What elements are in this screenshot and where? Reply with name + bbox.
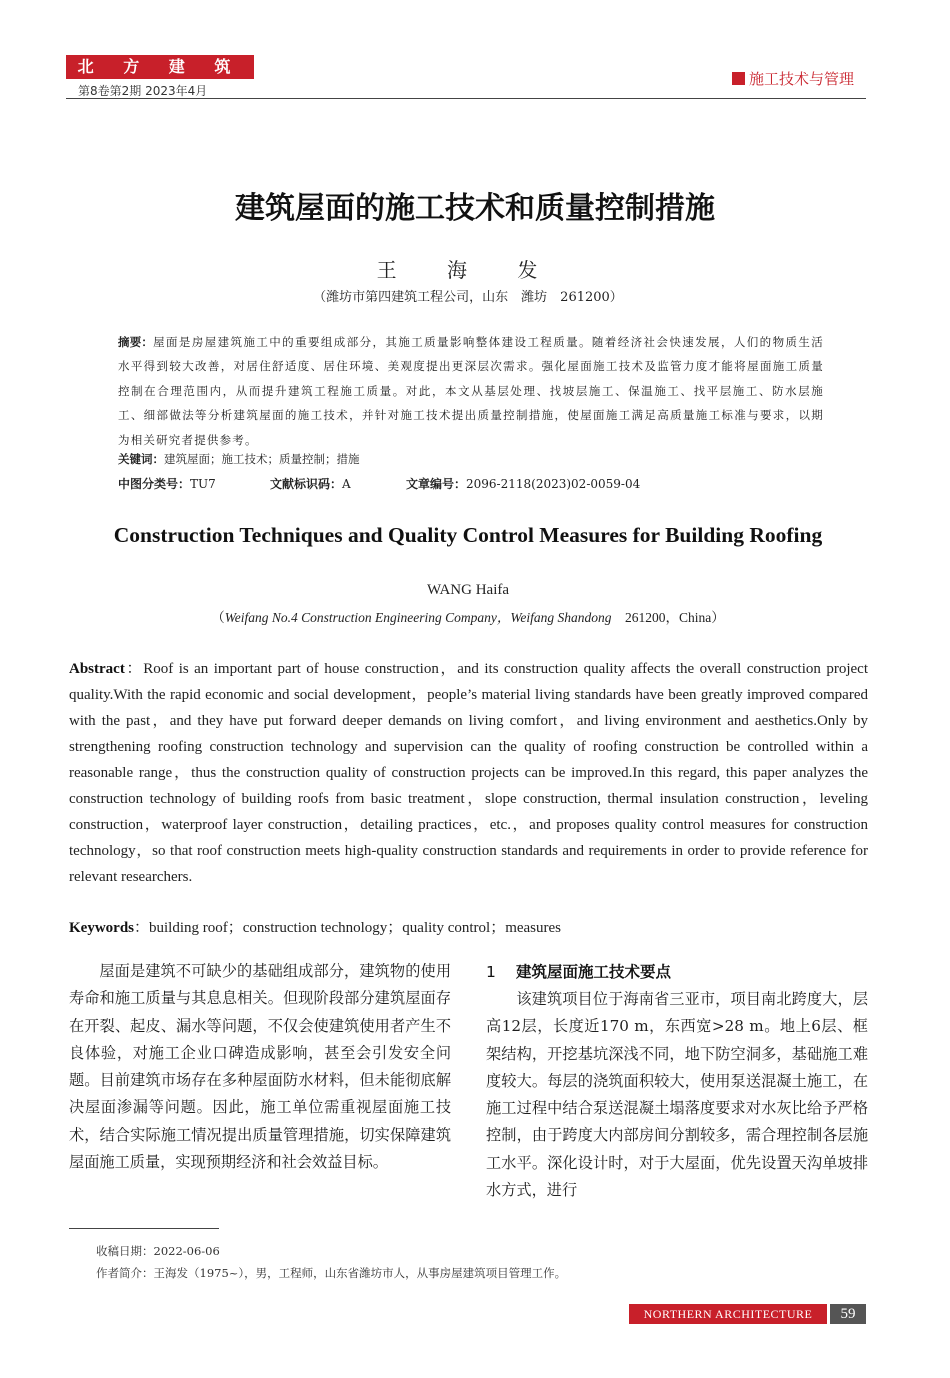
footnote-divider: [69, 1228, 219, 1229]
doc-code: [270, 475, 351, 492]
article-title-en: Construction Techniques and Quality Control Measures for Building Roofing: [113, 523, 823, 547]
article-title-cn: 建筑屋面的施工技术和质量控制措施: [235, 191, 715, 226]
journal-name-badge: 北 方 建 筑: [66, 55, 254, 79]
abstract-en: [69, 656, 868, 890]
affiliation-en: [0, 606, 936, 626]
abstract-cn-text: 屋面是房屋建筑施工中的重要组成部分，其施工质量影响整体建设工程质量。随着经济社会快速发展，人们的物质生活水平得到较大改善，对居住舒适度、居住环境、美观度提出更深层次需求。强化屋面施工技术及监管力度才能将屋面施工质量控制在合理范围内，从而提升建筑工程施工质量。对此，本文从基层处理、找坡层施工、保温施工、找平层施工、防水层施工、细部做法等分析建筑屋面的施工技术，并针对施工技术提出质量控制措施，使屋面施工满足高质量施工标准与要求，以期为相关研究者提供参考。: [118, 335, 824, 447]
affiliation-en-tail: 261200，China: [611, 610, 712, 625]
affiliation-en-close: ）: [711, 610, 725, 625]
article-number: [406, 475, 640, 492]
intro-paragraph: 屋面是建筑不可缺少的基础组成部分，建筑物的使用寿命和施工质量与其息息相关。但现阶段部分建筑屋面存在开裂、起皮、漏水等问题，不仅会使建筑使用者产生不良体验，对施工企业口碑造成影响，甚至会引发安全问题。目前建筑市场存在多种屋面防水材料，但未能彻底解决屋面渗漏等问题。因此，施工单位需重视屋面施工技术，结合实际施工情况提出质量管理措施，切实保障建筑屋面施工质量，实现预期经济和社会效益目标。: [69, 962, 451, 1172]
section-1: [486, 958, 868, 1204]
issue-info: 第8卷第2期 2023年4月: [78, 84, 208, 98]
author-bio: 作者简介：王海发（1975~），男，工程师，山东省潍坊市人，从事房屋建筑项目管理工作。: [96, 1266, 567, 1280]
abstract-cn: [118, 330, 824, 452]
class-value: TU7: [190, 477, 216, 491]
keywords-en-text: ：building roof；construction technology；quality control；measures: [134, 920, 562, 936]
page-number: 59: [830, 1304, 866, 1324]
keywords-cn: [118, 451, 360, 467]
keywords-cn-text: 建筑屋面；施工技术；质量控制；措施: [164, 452, 360, 466]
abstract-en-text: ：Roof is an important part of house construction，and its construction quality affects the overall construction project quality.With the rapid economic and social development，people’s material living standards have been greatly improved compared with the past，and they have put forward deeper demands on living comfort，and living environment and aesthetics.Only by strengthening roofing construction technology and supervision can the quality of roofing construction be controlled within a reasonable range，thus the construction quality of construction projects can be improved.In this regard, this paper analyzes the construction technology of building roofs from basic treatment，slope construction, thermal insulation construction，leveling construction，waterproof layer construction，detailing practices，etc.，and proposes quality control measures for construction technology，so that roof construction meets high-quality construction standards and requirements in order to provide reference for relevant researchers.: [69, 661, 868, 885]
keywords-en-label: Keywords: [69, 920, 134, 936]
author-name-en: WANG Haifa: [426, 582, 510, 598]
header-divider: [66, 98, 866, 99]
page-footer: [629, 1304, 866, 1324]
article-no-label: 文章编号：: [406, 477, 467, 491]
abstract-en-label: Abstract: [69, 661, 125, 677]
affiliation-en-italic: Weifang No.4 Construction Engineering Company，Weifang Shandong: [224, 610, 612, 625]
abstract-cn-label: 摘要：: [118, 335, 154, 349]
doc-code-label: 文献标识码：: [270, 477, 343, 491]
class-number: [118, 475, 216, 492]
section-1-number: 1: [486, 963, 496, 981]
section-tag-label: 施工技术与管理: [748, 70, 854, 88]
doc-code-value: A: [342, 477, 351, 491]
section-square-icon: [732, 72, 745, 85]
footer-journal-name: NORTHERN ARCHITECTURE: [629, 1304, 827, 1324]
keywords-en: [69, 916, 561, 937]
article-no-value: 2096-2118(2023)02-0059-04: [466, 477, 641, 491]
section-1-paragraph: 该建筑项目位于海南省三亚市，项目南北跨度大，层高12层，长度近170 m，东西宽>28 m。地上6层、框架结构，开挖基坑深浅不同，地下防空洞多，基础施工难度较大。每层的浇筑面积较大，使用泵送混凝土施工，在施工过程中结合泵送混凝土塌落度要求对水灰比给予严格控制，由于跨度大内部房间分割较多，需合理控制各层施工水平。深化设计时，对于大屋面，优先设置天沟单坡排水方式，进行: [486, 990, 868, 1200]
class-label: 中图分类号：: [118, 477, 191, 491]
section-tag: [732, 68, 854, 89]
author-name-cn: 王 海 发: [376, 258, 560, 282]
section-1-heading: [486, 958, 868, 986]
affiliation-cn: （潍坊市第四建筑工程公司，山东 潍坊 261200）: [313, 290, 623, 305]
affiliation-en-open: （: [211, 610, 225, 625]
keywords-cn-label: 关键词：: [118, 452, 164, 466]
section-1-title: 建筑屋面施工技术要点: [516, 963, 672, 981]
received-date: 收稿日期：2022-06-06: [96, 1244, 220, 1258]
